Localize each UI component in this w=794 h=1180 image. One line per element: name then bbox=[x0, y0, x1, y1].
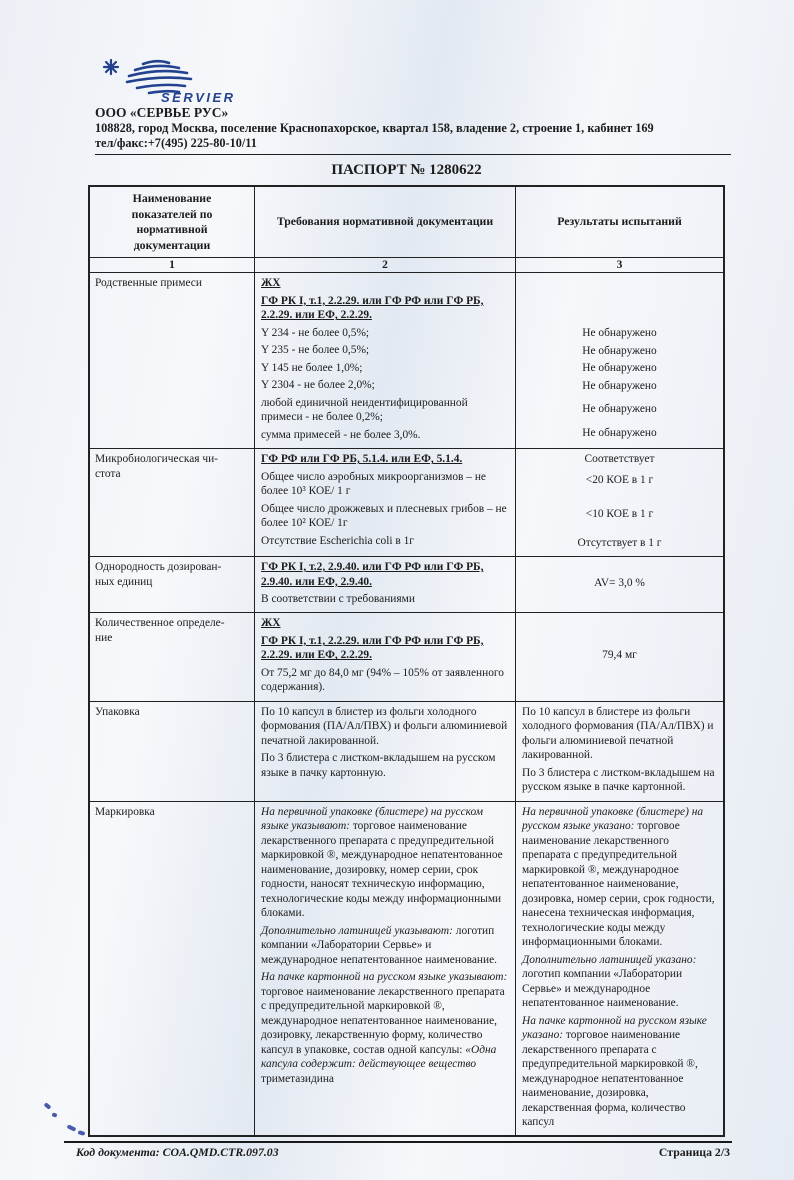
text-segment: На первичной упаковке (блистере) на русском языке указывают: bbox=[261, 805, 484, 833]
text-line bbox=[261, 751, 509, 780]
results-cell bbox=[516, 449, 723, 556]
text-segment: Не обнаружено bbox=[582, 327, 657, 340]
text-line bbox=[261, 924, 509, 967]
text-segment: торговое наименование лекарственного препарата с предупредительной маркировкой ®, международное непатентованное наименование, дозировка, лекарственная форма, количество капсул bbox=[522, 1029, 698, 1128]
indicator-name-cell: Микробиологическая чи- стота bbox=[90, 449, 255, 556]
table-row bbox=[90, 556, 723, 612]
text-line bbox=[522, 361, 717, 375]
header-cell-indicators: Наименование показателей по нормативной документации bbox=[90, 187, 255, 257]
text-segment: По 10 капсул в блистер из фольги холодного формования (ПА/Ал/ПВХ) и фольги алюминиевой печатной лакированной. bbox=[261, 705, 508, 747]
servier-swoosh-icon bbox=[127, 61, 191, 93]
text-line bbox=[522, 426, 717, 440]
company-address: 108828, город Москва, поселение Краснопахорское, квартал 158, владение 2, строение 1, кабинет 169 bbox=[95, 121, 654, 135]
servier-logo bbox=[97, 58, 267, 104]
requirements-cell bbox=[255, 702, 516, 801]
text-segment: ГФ РК I, т.2, 2.9.40. или ГФ РФ или ГФ РБ, 2.9.40. или ЕФ, 2.9.40. bbox=[261, 561, 484, 588]
text-line bbox=[261, 378, 509, 392]
results-cell bbox=[516, 802, 723, 1136]
indicator-name-cell: Однородность дозирован- ных единиц bbox=[90, 557, 255, 612]
text-segment: Дополнительно латиницей указывают: bbox=[261, 924, 453, 937]
table-row bbox=[90, 701, 723, 801]
text-line bbox=[522, 507, 717, 521]
text-segment: ЖХ bbox=[261, 277, 281, 290]
page-number: Страница 2/3 bbox=[658, 1145, 730, 1160]
text-segment: ГФ РК I, т.1, 2.2.29. или ГФ РФ или ГФ РБ, 2.2.29. или ЕФ, 2.2.29. bbox=[261, 634, 484, 662]
text-segment: На пачке картонной на русском языке указывают: bbox=[261, 971, 508, 984]
text-line bbox=[522, 1014, 717, 1130]
header-cell-requirements: Требования нормативной документации bbox=[255, 187, 516, 257]
text-line bbox=[522, 536, 717, 550]
text-segment: Не обнаружено bbox=[582, 362, 657, 375]
results-cell bbox=[516, 273, 723, 448]
text-segment: торговое наименование лекарственного препарата с предупредительной маркировкой ®, международное непатентованное наименование, дозировку, номер серии, срок годности, наносят техническую информацию, технологические коды между информационными блоками. bbox=[261, 820, 503, 920]
letterhead bbox=[95, 58, 731, 155]
text-line bbox=[261, 970, 509, 1086]
text-line bbox=[261, 276, 509, 290]
company-phone: тел/факс:+7(495) 225-80-10/11 bbox=[95, 136, 257, 150]
text-segment: Отсутствует в 1 г bbox=[577, 536, 662, 549]
servier-logo-text: SERVIER bbox=[161, 90, 236, 104]
indicator-name-cell: Упаковка bbox=[90, 702, 255, 801]
pen-mark bbox=[78, 1130, 86, 1136]
text-line bbox=[261, 534, 509, 548]
text-segment: Общее число аэробных микроорганизмов – не более 10³ КОЕ/ 1 г bbox=[261, 470, 486, 498]
text-line bbox=[261, 634, 509, 663]
table-row bbox=[90, 272, 723, 448]
indicator-name-cell: Родственные примеси bbox=[90, 273, 255, 448]
text-line bbox=[522, 953, 717, 1011]
text-segment: На первичной упаковке (блистере) на русском языке указано: bbox=[522, 805, 704, 833]
requirements-cell bbox=[255, 613, 516, 700]
text-segment: AV= 3,0 % bbox=[594, 577, 645, 590]
text-segment: <10 КОЕ в 1 г bbox=[585, 508, 654, 521]
table-body bbox=[90, 272, 723, 1135]
text-segment: <20 КОЕ в 1 г bbox=[585, 473, 654, 486]
pen-mark bbox=[51, 1112, 57, 1117]
company-name: ООО «СЕРВЬЕ РУС» bbox=[95, 105, 229, 120]
indicator-name-cell: Количественное определе- ние bbox=[90, 613, 255, 700]
pen-mark bbox=[44, 1102, 52, 1110]
text-segment: Y 235 - не более 0,5%; bbox=[261, 344, 370, 357]
text-segment: 79,4 мг bbox=[602, 649, 637, 662]
text-line bbox=[261, 428, 509, 442]
requirements-cell bbox=[255, 802, 516, 1136]
text-segment: сумма примесей - не более 3,0%. bbox=[261, 428, 421, 441]
results-cell bbox=[516, 613, 723, 700]
column-number-1: 1 bbox=[90, 258, 255, 272]
text-line bbox=[261, 396, 509, 425]
text-line bbox=[261, 705, 509, 748]
spec-table bbox=[88, 185, 725, 1137]
header-cell-results: Результаты испытаний bbox=[557, 214, 682, 229]
text-segment: По 3 блистера с листком-вкладышем на русском языке в пачке картонной. bbox=[522, 766, 715, 794]
text-line bbox=[522, 473, 717, 487]
text-line bbox=[522, 766, 717, 795]
text-line bbox=[522, 326, 717, 340]
document-title: ПАСПОРТ № 1280622 bbox=[331, 162, 482, 178]
requirements-cell bbox=[255, 273, 516, 448]
text-segment: «Одна капсула содержит: действующее вещество bbox=[261, 1043, 497, 1071]
text-segment: триметазидина bbox=[261, 1072, 334, 1085]
text-segment: Не обнаружено bbox=[582, 379, 657, 392]
text-segment: Общее число дрожжевых и плесневых грибов – не более 10² КОЕ/ 1г bbox=[261, 502, 507, 530]
text-line bbox=[261, 452, 509, 466]
column-number-2: 2 bbox=[255, 258, 516, 272]
text-line bbox=[522, 402, 717, 416]
text-segment: любой единичной неидентифицированной примеси - не более 0,2%; bbox=[261, 396, 468, 424]
text-segment: Отсутствие Escherichia coli в 1г bbox=[261, 534, 414, 547]
text-segment: Не обнаружено bbox=[582, 344, 657, 357]
table-row bbox=[90, 801, 723, 1136]
text-segment: От 75,2 мг до 84,0 мг (94% – 105% от заявленного содержания). bbox=[261, 666, 504, 694]
text-line bbox=[522, 805, 717, 950]
text-segment: Y 145 не более 1,0%; bbox=[261, 361, 363, 374]
results-cell bbox=[516, 557, 723, 612]
servier-star-icon bbox=[104, 60, 118, 74]
text-line bbox=[522, 452, 717, 466]
text-segment: торговое наименование лекарственного препарата с предупредительной маркировкой ®, международное непатентованное наименование, дозировка, номер серии, срок годности, нанесена техническая информация, технологические коды между информационными блоками. bbox=[522, 820, 715, 949]
text-segment: логотип компании «Лаборатории Сервье» и международное непатентованное наименование. bbox=[261, 924, 498, 966]
text-segment: ГФ РК I, т.1, 2.2.29. или ГФ РФ или ГФ РБ, 2.2.29. или ЕФ, 2.2.29. bbox=[261, 294, 484, 322]
text-segment: Y 2304 - не более 2,0%; bbox=[261, 379, 375, 392]
text-segment: На пачке картонной на русском языке указано: bbox=[522, 1014, 707, 1042]
table-row bbox=[90, 612, 723, 700]
spacer bbox=[522, 276, 717, 326]
requirements-cell bbox=[255, 557, 516, 612]
column-number-3: 3 bbox=[616, 259, 623, 272]
text-line bbox=[261, 592, 509, 606]
results-cell bbox=[516, 702, 723, 801]
text-line bbox=[522, 576, 717, 590]
text-segment: Дополнительно латиницей указано: bbox=[522, 953, 697, 966]
text-segment: Соответствует bbox=[584, 453, 655, 466]
indicator-name-cell: Маркировка bbox=[90, 802, 255, 1136]
text-segment: Y 234 - не более 0,5%; bbox=[261, 326, 370, 339]
requirements-cell bbox=[255, 449, 516, 556]
pen-mark bbox=[67, 1124, 77, 1131]
text-segment: ЖХ bbox=[261, 617, 281, 630]
text-segment: Не обнаружено bbox=[582, 403, 657, 416]
column-number-row bbox=[90, 258, 723, 272]
text-line bbox=[261, 470, 509, 499]
text-line bbox=[261, 502, 509, 531]
text-segment: торговое наименование лекарственного препарата с предупредительной маркировкой ®, международное непатентованное наименование, дозировку, лекарственную форму, количество капсул в упаковке, состав одной капсулы: bbox=[261, 985, 505, 1056]
text-segment: Не обнаружено bbox=[582, 426, 657, 439]
text-line bbox=[261, 343, 509, 357]
text-segment: По 10 капсул в блистере из фольги холодного формования (ПА/Ал/ПВХ) и фольги алюминиевой печатной лакированной. bbox=[522, 705, 714, 762]
text-line bbox=[522, 648, 717, 662]
text-segment: ГФ РФ или ГФ РБ, 5.1.4. или ЕФ, 5.1.4. bbox=[261, 453, 463, 466]
page-footer bbox=[64, 1141, 732, 1160]
text-line bbox=[261, 666, 509, 695]
text-line bbox=[522, 705, 717, 763]
document-code: Код документа: COA.QMD.CTR.097.03 bbox=[76, 1145, 279, 1160]
spacer bbox=[522, 490, 717, 507]
text-line bbox=[522, 379, 717, 393]
text-segment: По 3 блистера с листком-вкладышем на русском языке в пачку картонную. bbox=[261, 752, 496, 779]
text-line bbox=[261, 805, 509, 921]
text-line bbox=[261, 616, 509, 630]
text-line bbox=[261, 560, 509, 589]
text-line bbox=[261, 326, 509, 340]
text-line bbox=[261, 294, 509, 323]
text-line bbox=[261, 361, 509, 375]
spacer bbox=[522, 525, 717, 536]
text-line bbox=[522, 344, 717, 358]
text-segment: логотип компании «Лаборатории Сервье» и международное непатентованное наименование. bbox=[522, 968, 683, 1010]
table-header-row bbox=[90, 187, 723, 258]
table-row bbox=[90, 448, 723, 556]
text-segment: В соответствии с требованиями bbox=[261, 593, 415, 605]
